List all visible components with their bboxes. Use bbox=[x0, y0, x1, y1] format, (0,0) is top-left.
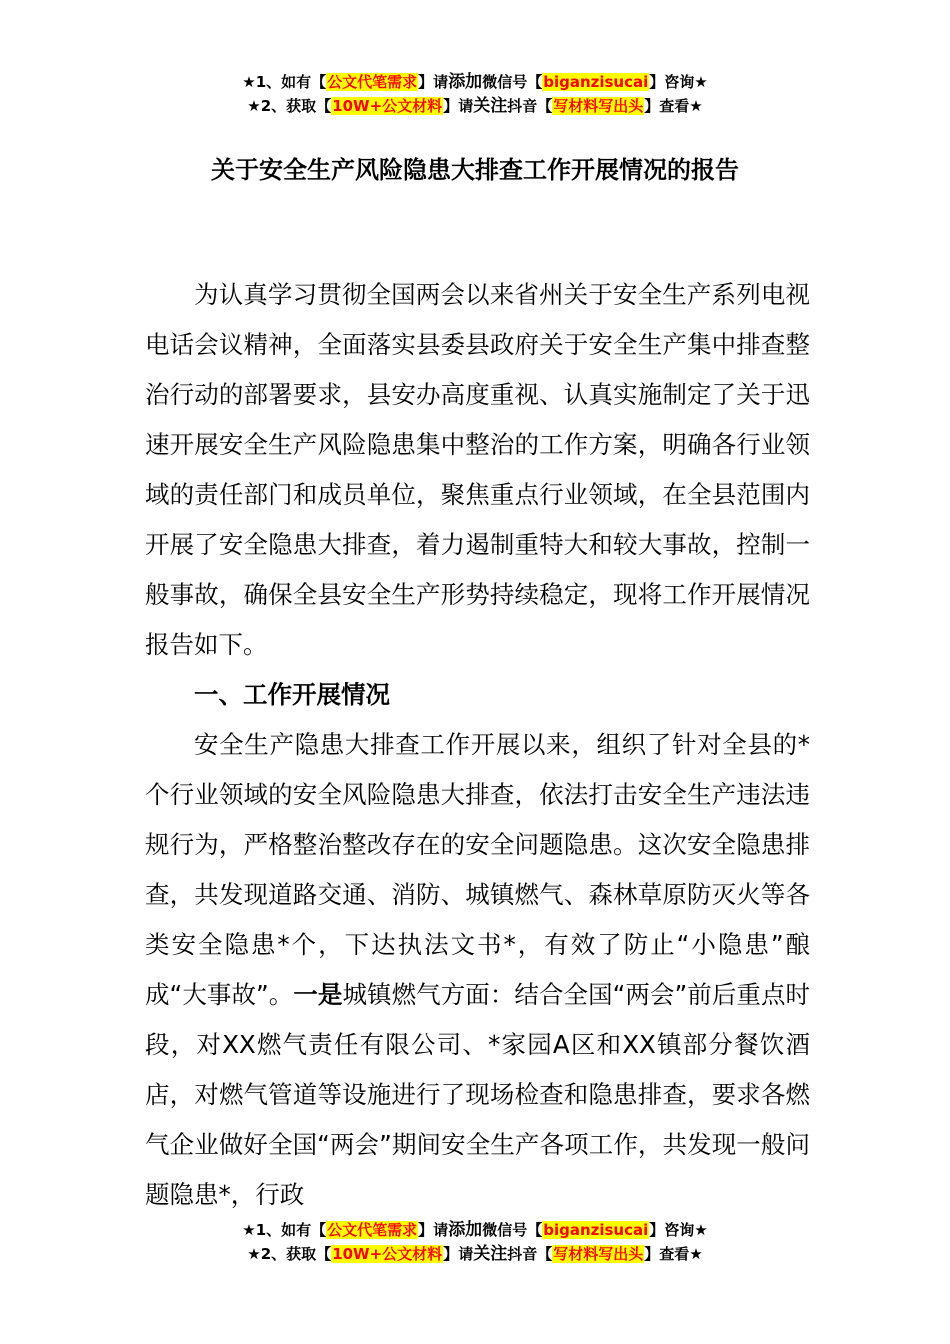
promo-line-2-middle-b: 抖音【 bbox=[507, 97, 553, 115]
promo-line-2-highlight-douyin: 写材料写出头 bbox=[553, 1245, 644, 1263]
promo-line-1-highlight-wechat: biganzisucai bbox=[543, 1221, 649, 1239]
promo-line-2-emph: 关注 bbox=[473, 1244, 508, 1264]
section-1-lead: 一是 bbox=[293, 980, 343, 1009]
promo-line-1 bbox=[0, 1218, 950, 1242]
intro-paragraph: 为认真学习贯彻全国两会以来省州关于安全生产系列电视电话会议精神，全面落实县委县政府关于安全生产集中排查整治行动的部署要求，县安办高度重视、认真实施制定了关于迅速开展安全生产风险隐患集中整治的工作方案，明确各行业领域的责任部门和成员单位，聚焦重点行业领域，在全县范围内开展了安全隐患大排查，着力遏制重特大和较大事故，控制一般事故，确保全县安全生产形势持续稳定，现将工作开展情况报告如下。 bbox=[145, 280, 810, 659]
promo-line-2 bbox=[0, 1242, 950, 1266]
promo-line-1-emph: 添加 bbox=[448, 72, 483, 92]
promo-banner-bottom bbox=[0, 1218, 950, 1266]
promo-line-1-highlight-service: 公文代笔需求 bbox=[327, 1221, 418, 1239]
promo-line-1-middle-b: 微信号【 bbox=[482, 1221, 543, 1239]
section-1-text-b: 城镇燃气方面：结合全国“两会”前后重点时段，对XX燃气责任有限公司、*家园A区和XX镇部分餐饮酒店，对燃气管道等设施进行了现场检查和隐患排查，要求各燃气企业做好全国“两会”期间安全生产各项工作，共发现一般问题隐患*，行政 bbox=[145, 980, 811, 1209]
section-1-paragraph bbox=[145, 720, 810, 1220]
promo-line-1-middle-a: 】请 bbox=[418, 73, 449, 91]
promo-line-2-middle-a: 】请 bbox=[443, 1245, 474, 1263]
document-title: 关于安全生产风险隐患大排查工作开展情况的报告 bbox=[211, 156, 739, 184]
promo-line-1-suffix: 】咨询★ bbox=[649, 1221, 708, 1239]
promo-banner-top bbox=[0, 70, 950, 118]
section-1-heading: 一、工作开展情况 bbox=[194, 680, 390, 709]
document-body bbox=[145, 270, 810, 1220]
promo-line-1-suffix: 】咨询★ bbox=[649, 73, 708, 91]
promo-line-2-middle-b: 抖音【 bbox=[507, 1245, 553, 1263]
promo-line-1-middle-a: 】请 bbox=[418, 1221, 449, 1239]
promo-line-1-prefix: ★1、如有【 bbox=[242, 73, 327, 91]
promo-line-1-emph: 添加 bbox=[448, 1220, 483, 1240]
promo-line-1 bbox=[0, 70, 950, 94]
promo-line-2 bbox=[0, 94, 950, 118]
promo-line-1-middle-b: 微信号【 bbox=[482, 73, 543, 91]
promo-line-1-highlight-service: 公文代笔需求 bbox=[327, 73, 418, 91]
promo-line-2-highlight-materials: 10W+公文材料 bbox=[332, 97, 443, 115]
promo-line-2-prefix: ★2、获取【 bbox=[247, 1245, 332, 1263]
promo-line-2-prefix: ★2、获取【 bbox=[247, 97, 332, 115]
promo-line-2-highlight-materials: 10W+公文材料 bbox=[332, 1245, 443, 1263]
promo-line-2-emph: 关注 bbox=[473, 96, 508, 116]
promo-line-2-suffix: 】查看★ bbox=[644, 97, 703, 115]
promo-line-2-middle-a: 】请 bbox=[443, 97, 474, 115]
section-1-text-a: 安全生产隐患大排查工作开展以来，组织了针对全县的*个行业领域的安全风险隐患大排查，依法打击安全生产违法违规行为，严格整治整改存在的安全问题隐患。这次安全隐患排查，共发现道路交通、消防、城镇燃气、森林草原防灭火等各类安全隐患*个，下达执法文书*，有效了防止“小隐患”酿成“大事故”。 bbox=[145, 730, 810, 1009]
promo-line-1-prefix: ★1、如有【 bbox=[242, 1221, 327, 1239]
promo-line-2-suffix: 】查看★ bbox=[644, 1245, 703, 1263]
promo-line-1-highlight-wechat: biganzisucai bbox=[543, 73, 649, 91]
promo-line-2-highlight-douyin: 写材料写出头 bbox=[553, 97, 644, 115]
